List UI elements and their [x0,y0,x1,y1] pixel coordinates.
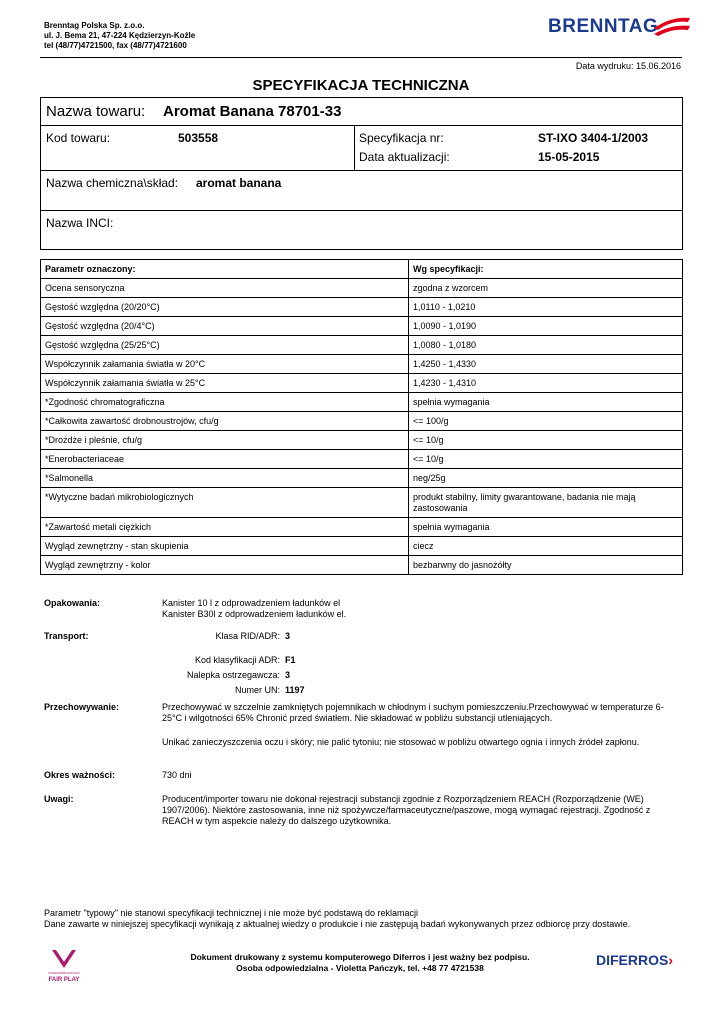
packaging-text [162,598,682,620]
parameter-cell: *Enerobacteriaceae [41,450,409,469]
specification-cell: ciecz [409,537,683,556]
transport-rid-adr [120,631,291,641]
table-row [41,537,683,556]
validity-label: Okres ważności: [44,770,116,780]
parameter-cell: *Całkowita zawartość drobnoustrojów, cfu/g [41,412,409,431]
diferros-text: DIFERROS [596,952,669,968]
packaging-label: Opakowania: [44,598,101,608]
inci-name-label: Nazwa INCI: [46,216,114,230]
transport-warning-label [120,670,291,680]
specification-cell: <= 10/g [409,450,683,469]
table-row [41,518,683,537]
spec-number-value: ST-IXO 3404-1/2003 [538,131,649,145]
parameter-cell: Ocena sensoryczna [41,279,409,298]
page-title: SPECYFIKACJA TECHNICZNA [252,77,470,94]
specification-cell: 1,0110 - 1,0210 [409,298,683,317]
product-code-label: Kod towaru: [46,131,111,145]
table-row [41,336,683,355]
parameter-cell: Współczynnik załamania światła w 20°C [41,355,409,374]
packaging-line: Kanister 10 l z odprowadzeniem ładunków el [162,598,341,608]
table-row [41,488,683,518]
transport-adr-code [120,655,296,665]
table-row [41,431,683,450]
product-code-value: 503558 [178,131,219,145]
transport-key: Kod klasyfikacji ADR: [194,655,280,665]
transport-value: 3 [285,670,291,680]
specification-cell: 1,0080 - 1,0180 [409,336,683,355]
transport-key: Nalepka ostrzegawcza: [186,670,280,680]
update-date-label: Data aktualizacji: [359,150,450,164]
chemical-name-value: aromat banana [196,176,282,190]
storage-text-2: Unikać zanieczyszczenia oczu i skóry; nie palić tytoniu; nie stosować w pobliżu otwartego ognia i innych źródeł zapłonu. [162,737,640,747]
product-code-box [40,125,683,171]
product-name-box [40,97,683,126]
remarks-label: Uwagi: [44,794,74,804]
parameter-cell: Gęstość względna (20/4°C) [41,317,409,336]
table-header-row [41,260,683,279]
specification-cell: <= 10/g [409,431,683,450]
logo-text: BRENNTAG [548,16,659,37]
diferros-arrow-icon: › [668,952,674,968]
transport-label: Transport: [44,631,89,641]
product-name-label: Nazwa towaru: [46,103,146,120]
inci-name-box [40,210,683,250]
company-header [44,21,195,51]
chemical-name-label: Nazwa chemiczna\skład: [46,176,179,190]
transport-value: 1197 [285,685,305,695]
table-row [41,279,683,298]
table-row [41,556,683,575]
spec-number-label: Specyfikacja nr: [359,131,444,145]
table-row [41,469,683,488]
table-row [41,298,683,317]
parameter-cell: Wygląd zewnętrzny - stan skupienia [41,537,409,556]
fair-play-icon [44,948,84,970]
transport-key: Numer UN: [234,685,280,695]
table-row [41,412,683,431]
print-date: Data wydruku: 15.06.2016 [575,61,681,71]
specification-cell: produkt stabilny, limity gwarantowane, badania nie mają zastosowania [409,488,683,518]
parameter-cell: *Zawartość metali ciężkich [41,518,409,537]
company-address: ul. J. Bema 21, 47-224 Kędzierzyn-Koźle [44,31,196,40]
brenntag-logo [548,14,688,40]
storage-label: Przechowywanie: [44,702,120,712]
parameter-cell: *Wytyczne badań mikrobiologicznych [41,488,409,518]
footer-note [44,908,684,930]
product-name-value: Aromat Banana 78701-33 [163,103,342,120]
specification-cell: neg/25g [409,469,683,488]
specification-cell: zgodna z wzorcem [409,279,683,298]
storage-text-1: Przechowywać w szczelnie zamkniętych pojemnikach w chłodnym i suchym pomieszczeniu.Przechowywać w temperaturze 6-25°C i wilgotności 65% Chronić przed światłem. Nie składować w pobliżu substancji utleniających. [162,702,664,723]
company-contact: tel (48/77)4721500, fax (48/77)4721600 [44,41,187,50]
fair-play-small-text: PRZEDSIĘBIORSTWO [48,971,80,975]
table-row [41,393,683,412]
specification-cell: 1,4230 - 1,4310 [409,374,683,393]
parameter-cell: Wygląd zewnętrzny - kolor [41,556,409,575]
footer-note-2: Dane zawarte w niniejszej specyfikacji wynikają z aktualnej wiedzy o produkcie i nie zastępują badań wykonywanych przez odbiorcę przy dostawie. [44,919,631,929]
remarks-text: Producent/importer towaru nie dokonał rejestracji substancji zgodnie z Rozporządzeniem REACH (Rozporządzenie (WE) 1907/2006). Niektóre zastosowania, inne niż spożywcze/farmaceutyczne/paszowe, mogą wymagać rejestracji. Zgodność z REACH w tym aspekcie należy do dalszego użytkownika. [162,794,651,826]
parameters-table [40,259,683,575]
transport-value: 3 [285,631,291,641]
specification-cell: 1,0090 - 1,0190 [409,317,683,336]
diferros-logo [596,952,673,968]
specification-cell: 1,4250 - 1,4330 [409,355,683,374]
footer-main [160,952,560,974]
packaging-line: Kanister B30l z odprowadzeniem ładunków el. [162,609,347,619]
fair-play-logo [44,948,84,988]
transport-key: Klasa RID/ADR: [215,631,280,641]
parameter-cell: Współczynnik załamania światła w 25°C [41,374,409,393]
header-specification: Wg specyfikacji: [409,260,683,279]
footer-main-2: Osoba odpowiedzialna - Violetta Pańczyk, tel. +48 77 4721538 [236,963,484,973]
parameter-cell: *Salmonella [41,469,409,488]
header-divider [40,57,682,58]
parameter-cell: Gęstość względna (25/25°C) [41,336,409,355]
specification-cell: <= 100/g [409,412,683,431]
parameter-cell: Gęstość względna (20/20°C) [41,298,409,317]
logo-swoosh-icon [652,14,692,40]
table-row [41,374,683,393]
table-row [41,355,683,374]
update-date-value: 15-05-2015 [538,150,600,164]
validity-value: 730 dni [162,770,192,780]
fair-play-text: FAIR PLAY [48,977,80,983]
header-parameter: Parametr oznaczony: [41,260,409,279]
specification-cell: bezbarwny do jasnożółty [409,556,683,575]
parameter-cell: *Zgodność chromatograficzna [41,393,409,412]
parameter-cell: *Drożdże i pleśnie, cfu/g [41,431,409,450]
footer-main-1: Dokument drukowany z systemu komputerowego Diferros i jest ważny bez podpisu. [190,952,530,962]
code-divider [354,126,355,170]
specification-cell: spełnia wymagania [409,393,683,412]
transport-un-number [120,685,305,695]
transport-value: F1 [285,655,296,665]
chemical-name-box [40,170,683,211]
table-row [41,450,683,469]
footer-note-1: Parametr "typowy" nie stanowi specyfikacji technicznej i nie może być podstawą do reklamacji [44,908,419,918]
table-row [41,317,683,336]
specification-cell: spełnia wymagania [409,518,683,537]
company-name: Brenntag Polska Sp. z.o.o. [44,21,145,30]
